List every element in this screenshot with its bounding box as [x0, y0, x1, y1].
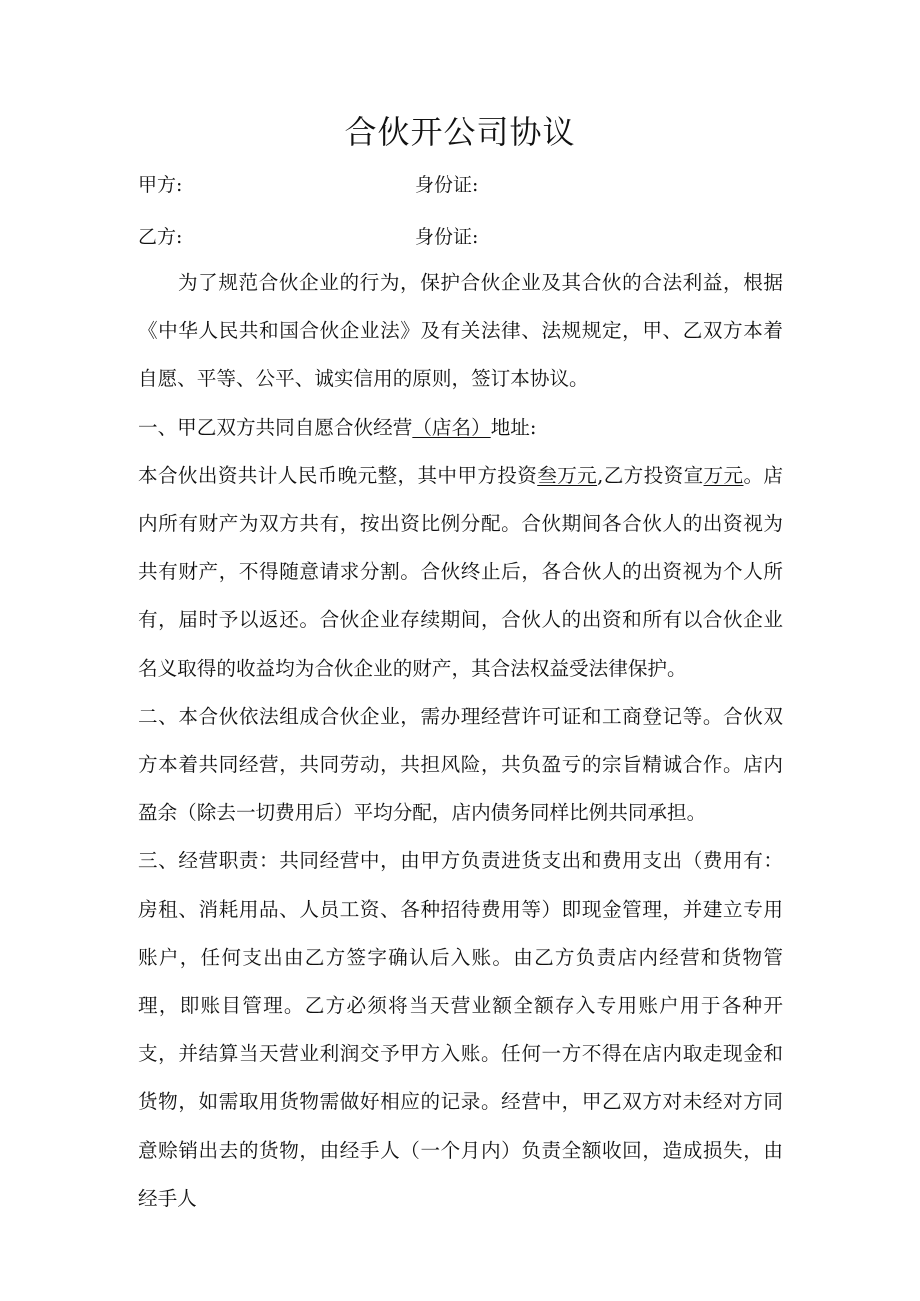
- party-a-investment: 叁万元: [537, 463, 598, 487]
- clause-2-paragraph: 二、本合伙依法组成合伙企业，需办理经营许可证和工商登记等。合伙双方本着共同经营，共同劳动，共担风险，共负盈亏的宗旨精诚合作。店内盈余（除去一切费用后）平均分配，店内债务同样比例共同承担。: [138, 704, 783, 825]
- agreement-body: [138, 259, 783, 1223]
- store-name-placeholder: （店名）: [412, 415, 491, 439]
- clause-3-paragraph: 三、经营职责：共同经营中，由甲方负责进货支出和费用支出（费用有：房租、消耗用品、人员工资、各种招待费用等）即现金管理，并建立专用账户，任何支出由乙方签字确认后入账。由乙方负责店内经营和货物管理，即账目管理。乙方必须将当天营业额全额存入专用账户用于各种开支，并结算当天营业利润交予甲方入账。任何一方不得在店内取走现金和货物，如需取用货物需做好相应的记录。经营中，甲乙双方对未经对方同意赊销出去的货物，由经手人（一个月内）负责全额收回，造成损失，由经手人: [138, 849, 783, 1210]
- party-a-id-label: 身份证:: [415, 174, 479, 196]
- clause-1-heading-prefix: 一、甲乙双方共同自愿合伙经营: [138, 415, 413, 439]
- party-a-row: [138, 170, 838, 200]
- party-b-investment: 万元: [703, 463, 744, 487]
- party-a-label: 甲方:: [138, 174, 183, 196]
- clause-1-paragraph: [138, 452, 783, 693]
- clause-1-heading-suffix: 地址:: [490, 415, 537, 439]
- intro-paragraph: 为了规范合伙企业的行为，保护合伙企业及其合伙的合法利益，根据《中华人民共和国合伙企业法》及有关法律、法规规定，甲、乙双方本着自愿、平等、公平、诚实信用的原则，签订本协议。: [138, 271, 783, 391]
- document-title: 合伙开公司协议: [344, 113, 576, 151]
- party-b-id-label: 身份证:: [415, 226, 479, 248]
- party-b-row: [138, 222, 838, 252]
- clause-1-heading: [138, 404, 783, 452]
- party-b-label: 乙方:: [138, 226, 183, 248]
- clause-1-text-prefix: 本合伙出资共计人民币晚元整，其中甲方投资: [138, 463, 538, 487]
- clause-1-text-suffix: 。店内所有财产为双方共有，按出资比例分配。合伙期间各合伙人的出资视为共有财产，不得随意请求分割。合伙终止后，各合伙人的出资视为个人所有，届时予以返还。合伙企业存续期间，合伙人的出资和所有以合伙企业名义取得的收益均为合伙企业的财产，其合法权益受法律保护。: [138, 463, 784, 680]
- clause-1-text-middle: ,乙方投资宣: [597, 463, 704, 487]
